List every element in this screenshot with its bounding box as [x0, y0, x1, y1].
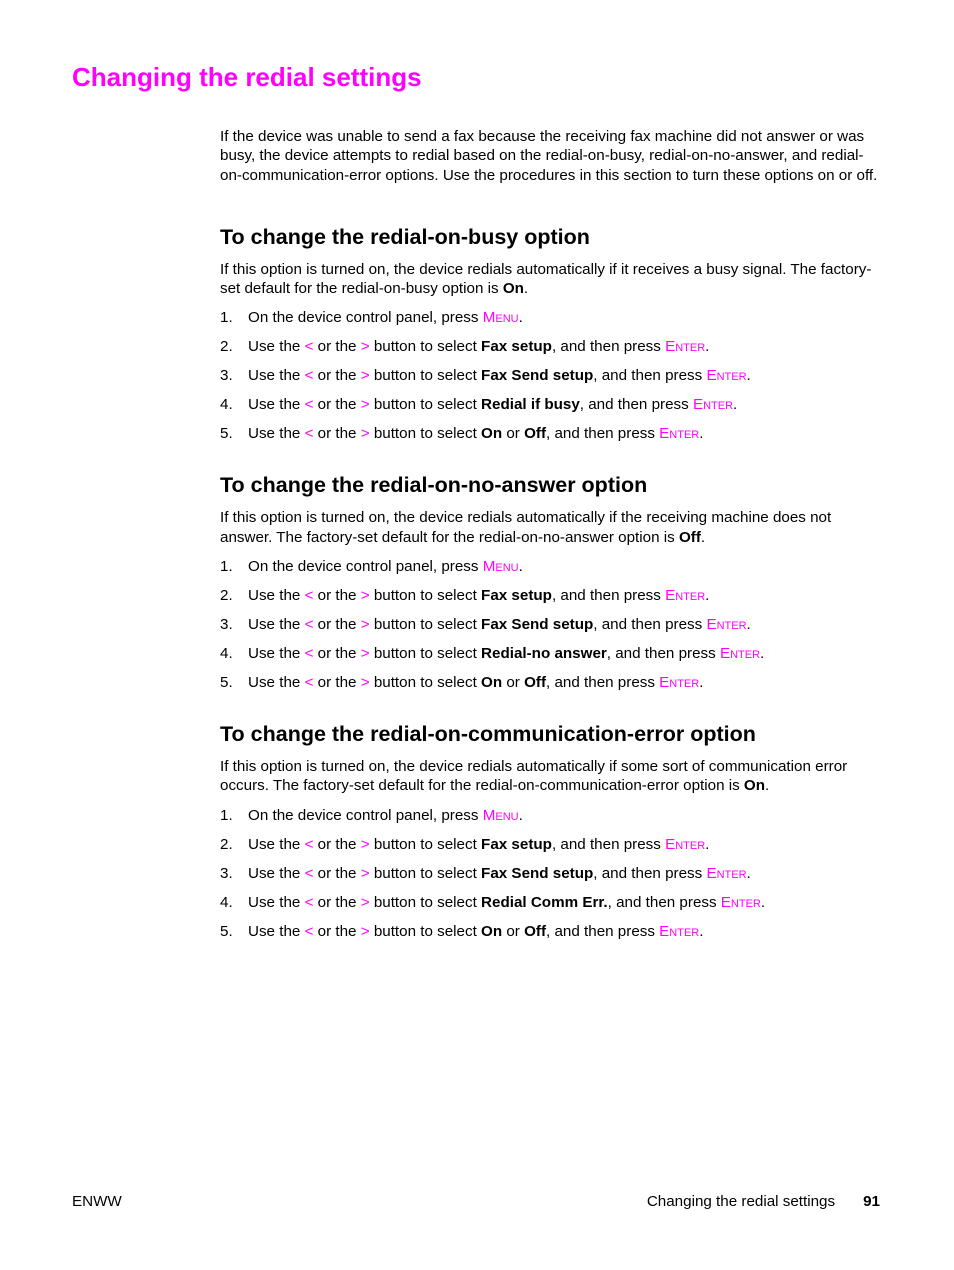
step-item: 1. On the device control panel, press Menu.	[220, 309, 523, 327]
menu-item: Fax Send setup	[481, 864, 594, 882]
step-item: 3. Use the < or the > button to select Fax Send setup, and then press Enter.	[220, 616, 751, 634]
option-off: Off	[524, 425, 547, 443]
menu-item: Fax Send setup	[481, 367, 594, 385]
right-arrow-key: >	[360, 396, 370, 414]
section-heading: To change the redial-on-no-answer option	[220, 473, 648, 498]
footer-section-title: Changing the redial settings	[646, 1193, 836, 1210]
enter-key: Enter	[665, 338, 706, 356]
menu-item: Redial Comm Err.	[481, 893, 608, 911]
page-number: 91	[863, 1193, 880, 1210]
step-item: 2. Use the < or the > button to select Fax setup, and then press Enter.	[220, 338, 710, 356]
section-description: If this option is turned on, the device redials automatically if the receiving machine does not answer. The factory-set default for the redial-on-no-answer option is Off.	[220, 509, 832, 546]
option-on: On	[481, 674, 503, 692]
option-on: On	[481, 425, 503, 443]
default-value: On	[743, 777, 766, 795]
step-item: 4. Use the < or the > button to select Redial Comm Err., and then press Enter.	[220, 893, 766, 911]
menu-key: Menu	[482, 309, 519, 327]
enter-key: Enter	[659, 922, 700, 940]
section-redial-on-no-answer	[220, 472, 880, 702]
enter-key: Enter	[665, 835, 706, 853]
right-arrow-key: >	[360, 893, 370, 911]
menu-item: Fax setup	[481, 835, 552, 853]
enter-key: Enter	[720, 893, 761, 911]
right-arrow-key: >	[360, 922, 370, 940]
right-arrow-key: >	[360, 616, 370, 634]
section-description: If this option is turned on, the device redials automatically if it receives a busy signal. The factory-set default for the redial-on-busy option is On.	[220, 260, 872, 298]
right-arrow-key: >	[360, 864, 370, 882]
step-item: 3. Use the < or the > button to select Fax Send setup, and then press Enter.	[220, 367, 751, 385]
step-item: 1. On the device control panel, press Menu.	[220, 558, 523, 576]
section-description: If this option is turned on, the device redials automatically if some sort of communication error occurs. The factory-set default for the redial-on-communication-error option is On.	[220, 758, 848, 795]
right-arrow-key: >	[360, 835, 370, 853]
default-value: On	[502, 280, 524, 298]
step-item: 4. Use the < or the > button to select Redial if busy, and then press Enter.	[220, 396, 738, 414]
menu-item: Fax setup	[481, 587, 552, 605]
page-title: Changing the redial settings	[72, 62, 422, 92]
section-redial-on-busy	[220, 224, 880, 454]
enter-key: Enter	[706, 616, 747, 634]
step-item: 2. Use the < or the > button to select Fax setup, and then press Enter.	[220, 587, 710, 605]
left-arrow-key: <	[304, 338, 314, 356]
right-arrow-key: >	[360, 425, 370, 443]
left-arrow-key: <	[304, 425, 314, 443]
right-arrow-key: >	[360, 645, 370, 663]
enter-key: Enter	[659, 674, 700, 692]
intro-paragraph: If the device was unable to send a fax because the receiving fax machine did not answer or was busy, the device attempts to redial based on the redial-on-busy, redial-on-no-answer, and redial-on-communication-error options. Use the procedures in this section to turn these options on or off.	[220, 128, 878, 184]
left-arrow-key: <	[304, 367, 314, 385]
step-item: 5. Use the < or the > button to select On or Off, and then press Enter.	[220, 674, 704, 692]
enter-key: Enter	[706, 367, 747, 385]
right-arrow-key: >	[360, 367, 370, 385]
enter-key: Enter	[692, 396, 734, 414]
left-arrow-key: <	[304, 645, 314, 663]
menu-item: Redial-no answer	[481, 645, 607, 663]
left-arrow-key: <	[304, 616, 314, 634]
default-value: Off	[678, 528, 701, 546]
section-redial-on-communication-error	[220, 721, 880, 951]
step-item: 1. On the device control panel, press Menu.	[220, 806, 523, 824]
step-item: 3. Use the < or the > button to select Fax Send setup, and then press Enter.	[220, 864, 751, 882]
step-item: 2. Use the < or the > button to select Fax setup, and then press Enter.	[220, 835, 710, 853]
step-item: 5. Use the < or the > button to select On or Off, and then press Enter.	[220, 922, 704, 940]
menu-item: Redial if busy	[481, 396, 580, 414]
menu-key: Menu	[482, 558, 519, 576]
step-list	[220, 308, 880, 453]
step-list	[220, 806, 880, 951]
enter-key: Enter	[665, 587, 706, 605]
left-arrow-key: <	[304, 835, 314, 853]
left-arrow-key: <	[304, 922, 314, 940]
footer-right	[647, 1193, 880, 1210]
menu-item: Fax setup	[481, 338, 552, 356]
left-arrow-key: <	[304, 587, 314, 605]
page-content	[220, 127, 880, 951]
enter-key: Enter	[659, 425, 700, 443]
left-arrow-key: <	[304, 396, 314, 414]
step-item: 4. Use the < or the > button to select Redial-no answer, and then press Enter.	[220, 645, 765, 663]
left-arrow-key: <	[304, 893, 314, 911]
option-on: On	[481, 922, 503, 940]
option-off: Off	[524, 922, 547, 940]
left-arrow-key: <	[304, 864, 314, 882]
enter-key: Enter	[706, 864, 747, 882]
footer-left-label: ENWW	[72, 1193, 122, 1210]
right-arrow-key: >	[360, 674, 370, 692]
option-off: Off	[524, 674, 547, 692]
right-arrow-key: >	[360, 338, 370, 356]
right-arrow-key: >	[360, 587, 370, 605]
left-arrow-key: <	[304, 674, 314, 692]
section-heading: To change the redial-on-communication-error option	[220, 722, 756, 747]
menu-key: Menu	[482, 806, 519, 824]
menu-item: Fax Send setup	[481, 616, 594, 634]
section-heading: To change the redial-on-busy option	[220, 224, 590, 249]
enter-key: Enter	[719, 645, 761, 663]
step-list	[220, 557, 880, 702]
step-item: 5. Use the < or the > button to select On or Off, and then press Enter.	[220, 425, 704, 443]
